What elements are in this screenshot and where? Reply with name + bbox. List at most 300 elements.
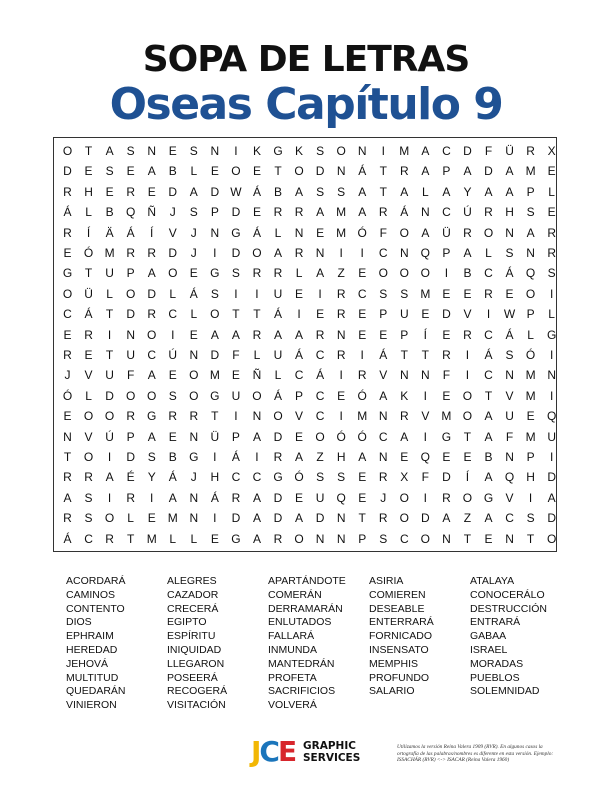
grid-letter: E [295, 490, 304, 505]
grid-letter: T [84, 266, 93, 281]
grid-letter: C [378, 246, 388, 260]
grid-letter: A [105, 470, 114, 485]
grid-letter: S [337, 184, 346, 199]
grid-letter: J [64, 368, 71, 383]
grid-letter: M [420, 286, 431, 301]
grid-letter: O [483, 225, 494, 240]
word-list-item: CONOCERÁLO [470, 588, 545, 601]
grid-letter: T [379, 184, 387, 199]
grid-letter: A [442, 184, 451, 199]
grid-letter: D [484, 164, 493, 179]
grid-letter: C [484, 327, 493, 342]
grid-letter: A [442, 511, 451, 526]
grid-letter: J [190, 246, 197, 260]
word-list-item: ISRAEL [470, 644, 508, 656]
grid-letter: C [378, 429, 388, 444]
grid-letter: U [399, 307, 409, 322]
grid-letter: I [360, 246, 364, 260]
grid-letter: N [189, 490, 199, 505]
grid-letter: I [107, 450, 112, 464]
grid-letter: S [189, 205, 198, 220]
grid-letter: O [399, 225, 409, 240]
word-list-item: CONTENTO [66, 602, 125, 615]
grid-letter: Ó [62, 388, 73, 403]
grid-letter: Q [504, 470, 515, 485]
grid-letter: Ó [357, 225, 367, 240]
grid-letter: Ú [168, 348, 178, 362]
grid-letter: E [316, 225, 325, 240]
grid-letter: S [526, 205, 535, 220]
word-list-item: FALLARÁ [268, 630, 315, 643]
grid-letter: T [253, 307, 261, 322]
grid-letter: Ü [84, 286, 93, 301]
grid-letter: R [294, 205, 304, 220]
grid-letter: Á [63, 531, 72, 546]
grid-letter: I [171, 327, 175, 342]
word-list-item: PROFUNDO [369, 671, 430, 684]
grid-letter: D [315, 511, 325, 526]
grid-letter: Á [273, 307, 282, 322]
grid-letter: L [169, 531, 177, 546]
grid-letter: Q [336, 490, 346, 505]
grid-letter: E [463, 286, 472, 301]
grid-letter: R [484, 205, 493, 220]
grid-letter: Á [484, 348, 493, 362]
grid-letter: N [63, 429, 72, 444]
grid-letter: P [358, 531, 367, 546]
grid-letter: N [336, 327, 346, 342]
grid-letter: L [274, 225, 282, 240]
grid-letter: J [190, 225, 197, 240]
grid-letter: I [234, 409, 238, 424]
grid-letter: R [84, 470, 93, 485]
grid-letter: L [295, 266, 303, 281]
grid-letter: G [546, 327, 557, 342]
grid-letter: F [126, 368, 135, 383]
grid-letter: I [549, 450, 554, 464]
grid-letter: W [230, 184, 242, 199]
grid-letter: T [63, 450, 72, 464]
grid-letter: E [84, 348, 93, 362]
grid-letter: Í [86, 225, 91, 240]
grid-letter: D [547, 511, 556, 526]
grid-letter: O [399, 511, 409, 526]
grid-letter: Á [252, 225, 261, 240]
grid-letter: D [168, 246, 178, 260]
grid-letter: A [63, 490, 72, 505]
grid-letter: O [294, 531, 304, 546]
grid-letter: O [147, 327, 157, 342]
grid-letter: A [547, 490, 556, 505]
grid-letter: P [210, 205, 219, 220]
grid-letter: N [294, 225, 304, 240]
grid-letter: T [421, 348, 429, 362]
grid-letter: B [463, 266, 472, 281]
word-list-item: JEHOVÁ [66, 657, 109, 670]
grid-letter: A [421, 164, 430, 179]
grid-letter: R [105, 531, 114, 546]
grid-letter: Á [84, 307, 93, 322]
grid-letter: X [547, 144, 556, 158]
grid-row [54, 406, 558, 428]
grid-letter: C [484, 266, 493, 281]
grid-letter: A [358, 450, 367, 464]
word-list-item: INSENSATO [369, 644, 429, 656]
grid-letter: I [465, 348, 470, 362]
grid-letter: I [255, 450, 259, 464]
grid-letter: D [63, 164, 72, 179]
grid-letter: Á [379, 348, 388, 362]
grid-letter: Ú [105, 429, 114, 444]
grid-letter: L [85, 388, 92, 403]
grid-letter: O [399, 266, 409, 281]
grid-letter: L [548, 307, 555, 322]
grid-letter: N [442, 531, 451, 546]
grid-letter: N [315, 531, 325, 546]
grid-letter: A [505, 164, 514, 179]
grid-row [54, 447, 558, 469]
grid-letter: S [105, 164, 114, 179]
grid-letter: S [84, 511, 93, 526]
grid-letter: T [274, 164, 282, 179]
word-list-item: ENTERRARÁ [369, 616, 434, 629]
word-list-item: ENLUTADOS [268, 616, 332, 629]
grid-letter: Ó [357, 388, 367, 403]
grid-letter: Q [125, 205, 136, 220]
grid-letter: A [252, 429, 261, 444]
grid-letter: O [125, 286, 136, 301]
grid-letter: B [105, 205, 114, 220]
grid-letter: U [315, 490, 325, 505]
grid-row [54, 304, 558, 326]
grid-letter: O [462, 388, 473, 403]
word-list-item: MANTEDRÁN [268, 657, 335, 670]
grid-row [54, 284, 558, 306]
grid-letter: E [147, 511, 156, 526]
grid-row [54, 345, 558, 367]
grid-letter: N [210, 225, 220, 240]
grid-letter: B [168, 450, 177, 464]
grid-letter: C [315, 388, 325, 403]
grid-letter: Á [126, 225, 135, 240]
grid-letter: E [358, 266, 367, 281]
word-list-item: COMERÁN [268, 588, 322, 601]
grid-letter: N [526, 246, 535, 260]
grid-row [54, 467, 558, 489]
word-list-item: DIOS [66, 616, 92, 629]
grid-letter: I [297, 307, 301, 322]
grid-letter: E [189, 266, 198, 281]
grid-letter: R [315, 327, 325, 342]
grid-letter: N [189, 511, 199, 526]
grid-letter: E [168, 144, 177, 158]
grid-letter: U [231, 388, 241, 403]
grid-letter: U [273, 286, 283, 301]
grid-letter: R [336, 307, 346, 322]
jce-logo-mark: JCE [251, 735, 296, 768]
grid-letter: Á [400, 205, 409, 220]
grid-letter: E [442, 286, 451, 301]
grid-letter: F [379, 225, 387, 240]
grid-letter: N [421, 368, 430, 383]
grid-letter: S [316, 184, 325, 199]
word-list-item: SACRIFICIOS [268, 685, 336, 698]
grid-letter: D [463, 144, 472, 158]
grid-letter: A [400, 184, 409, 199]
word-list-item: ENTRARÁ [470, 616, 521, 629]
grid-letter: O [147, 388, 157, 403]
word-list-item: INIQUIDAD [167, 644, 222, 656]
grid-letter: C [315, 409, 325, 424]
grid-letter: L [274, 368, 282, 383]
grid-letter: O [62, 286, 73, 301]
grid-letter: P [442, 164, 451, 179]
grid-letter: Ü [210, 429, 220, 444]
grid-letter: O [104, 409, 115, 424]
grid-row [54, 182, 558, 204]
grid-letter: A [210, 327, 219, 342]
grid-letter: D [147, 286, 157, 301]
grid-letter: L [106, 286, 113, 301]
grid-letter: U [126, 348, 135, 362]
grid-letter: A [295, 184, 304, 199]
grid-letter: S [316, 470, 325, 485]
grid-letter: Á [273, 388, 282, 403]
grid-row [54, 365, 558, 387]
grid-letter: R [126, 184, 135, 199]
grid-letter: R [442, 490, 451, 505]
grid-letter: D [273, 511, 283, 526]
grid-letter: Ó [336, 429, 346, 444]
grid-letter: M [104, 246, 115, 260]
grid-letter: I [360, 348, 364, 362]
grid-letter: O [336, 144, 346, 158]
grid-letter: Ä [105, 225, 114, 240]
grid-letter: Q [546, 409, 557, 424]
grid-letter: A [273, 327, 282, 342]
grid-letter: E [358, 490, 367, 505]
grid-letter: C [315, 348, 325, 362]
word-list-item: ATALAYA [470, 575, 515, 587]
grid-letter: E [463, 450, 472, 464]
grid-letter: D [210, 184, 220, 199]
grid-letter: A [379, 388, 388, 403]
grid-letter: R [399, 409, 409, 424]
grid-letter: Z [337, 266, 345, 281]
grid-letter: N [126, 327, 135, 342]
grid-letter: R [336, 286, 346, 301]
grid-letter: C [294, 368, 304, 383]
grid-letter: Á [168, 470, 177, 485]
grid-letter: Ó [357, 429, 367, 444]
grid-letter: Í [423, 327, 427, 342]
grid-letter: H [84, 184, 93, 199]
grid-letter: U [273, 348, 283, 362]
grid-letter: E [210, 531, 219, 546]
grid-letter: M [209, 368, 220, 383]
grid-letter: P [379, 307, 388, 322]
word-list-item: CRECERÁ [167, 602, 219, 615]
grid-letter: A [358, 184, 367, 199]
word-list-item: CAMINOS [66, 588, 116, 601]
grid-letter: Z [463, 511, 472, 526]
word-list-item: DERRAMARÁN [268, 602, 343, 615]
grid-letter: X [400, 470, 409, 485]
grid-letter: I [339, 368, 343, 383]
word-list-item: APARTÁNDOTE [268, 575, 346, 587]
grid-letter: R [63, 470, 72, 485]
grid-letter: R [526, 144, 535, 158]
grid-letter: E [379, 327, 388, 342]
grid-row [54, 223, 558, 245]
grid-letter: S [505, 348, 514, 362]
grid-letter: P [526, 184, 535, 199]
grid-letter: R [63, 511, 72, 526]
jce-logo-text: GRAPHIC SERVICES [303, 740, 361, 764]
grid-letter: C [252, 470, 262, 485]
grid-letter: C [357, 286, 367, 301]
word-list-item: DESTRUCCIÓN [470, 602, 548, 615]
grid-letter: C [63, 307, 72, 322]
grid-letter: S [126, 144, 135, 158]
grid-letter: K [252, 144, 261, 158]
word-list-item: DESEABLE [369, 602, 425, 615]
grid-letter: F [505, 429, 514, 444]
grid-letter: D [231, 205, 241, 220]
grid-letter: D [231, 511, 241, 526]
grid-letter: A [295, 511, 304, 526]
grid-letter: I [423, 429, 427, 444]
grid-letter: M [399, 144, 410, 158]
grid-letter: A [105, 144, 114, 158]
word-list-item: ALEGRES [167, 575, 217, 587]
grid-row [54, 325, 558, 347]
grid-letter: S [379, 286, 388, 301]
word-list-item: ACORDARÁ [66, 575, 126, 587]
grid-letter: A [252, 511, 261, 526]
grid-letter: E [189, 327, 198, 342]
grid-letter: V [379, 368, 388, 383]
grid-letter: R [357, 368, 367, 383]
grid-letter: O [189, 368, 199, 383]
word-list-item: FORNICADO [369, 630, 432, 643]
grid-letter: O [104, 511, 115, 526]
grid-letter: R [273, 450, 283, 464]
grid-letter: R [63, 225, 72, 240]
grid-letter: O [378, 266, 388, 281]
grid-letter: E [442, 450, 451, 464]
word-list-item: LLEGARON [167, 657, 225, 670]
grid-letter: R [273, 266, 283, 281]
grid-letter: O [546, 531, 557, 546]
grid-letter: I [107, 327, 112, 342]
grid-letter: R [547, 225, 556, 240]
grid-letter: L [127, 511, 134, 526]
grid-letter: R [63, 184, 72, 199]
grid-letter: M [525, 368, 536, 383]
grid-letter: G [273, 144, 283, 158]
grid-letter: A [295, 450, 304, 464]
version-note: Utilizamos la versión Reina Valera 1909 (RVR). En algunos casos la ortografía de las palabras/nombres es diferente en esta versión. Ejemplo: ISSACHÁR (RVR) <-> ISACAR (Reina Valera 1960) [397, 744, 554, 763]
grid-letter: Ñ [252, 368, 262, 383]
grid-letter: N [505, 368, 514, 383]
grid-letter: V [295, 409, 304, 424]
grid-letter: C [505, 511, 514, 526]
grid-letter: I [234, 144, 238, 158]
grid-letter: A [400, 429, 409, 444]
grid-row [54, 243, 558, 265]
grid-letter: G [210, 266, 220, 281]
grid-letter: N [336, 164, 346, 179]
grid-letter: T [211, 409, 219, 424]
grid-letter: S [379, 531, 388, 546]
grid-letter: U [505, 409, 514, 424]
grid-letter: O [462, 409, 473, 424]
grid-letter: M [525, 164, 536, 179]
grid-letter: J [380, 490, 387, 505]
grid-letter: O [273, 409, 283, 424]
grid-letter: Y [463, 184, 472, 199]
grid-letter: U [105, 368, 114, 383]
grid-letter: A [484, 409, 493, 424]
grid-letter: Z [316, 450, 324, 464]
grid-letter: N [252, 409, 262, 424]
grid-letter: A [147, 368, 156, 383]
grid-letter: N [336, 511, 346, 526]
grid-letter: K [295, 144, 304, 158]
grid-letter: R [463, 327, 472, 342]
grid-letter: E [63, 246, 72, 260]
grid-letter: D [442, 307, 451, 322]
grid-letter: Ú [463, 205, 472, 220]
grid-letter: O [294, 164, 304, 179]
grid-letter: A [484, 184, 493, 199]
grid-letter: E [547, 164, 556, 179]
grid-letter: Á [505, 327, 514, 342]
grid-letter: E [400, 450, 409, 464]
grid-letter: Á [63, 205, 72, 220]
grid-letter: R [336, 348, 346, 362]
grid-letter: N [189, 429, 199, 444]
grid-letter: F [232, 348, 240, 362]
grid-letter: I [549, 388, 554, 403]
grid-letter: A [147, 164, 156, 179]
grid-letter: I [423, 388, 427, 403]
grid-letter: I [549, 348, 554, 362]
grid-letter: T [526, 531, 535, 546]
grid-letter: V [505, 388, 514, 403]
grid-letter: Q [525, 266, 536, 281]
grid-letter: O [315, 429, 325, 444]
grid-letter: I [213, 246, 217, 260]
grid-letter: D [273, 490, 283, 505]
grid-letter: L [485, 246, 492, 260]
grid-letter: O [420, 531, 430, 546]
grid-letter: L [169, 286, 177, 301]
grid-letter: O [420, 266, 430, 281]
word-list-item: EPHRAIM [66, 630, 114, 643]
grid-letter: O [462, 490, 473, 505]
grid-letter: E [358, 470, 367, 485]
grid-letter: H [505, 205, 514, 220]
grid-letter: N [399, 246, 409, 260]
grid-letter: I [486, 307, 491, 322]
grid-letter: O [125, 388, 136, 403]
word-list-item: ASIRIA [369, 575, 404, 587]
grid-letter: R [168, 409, 178, 424]
grid-letter: Á [252, 184, 261, 199]
grid-letter: C [484, 368, 493, 383]
